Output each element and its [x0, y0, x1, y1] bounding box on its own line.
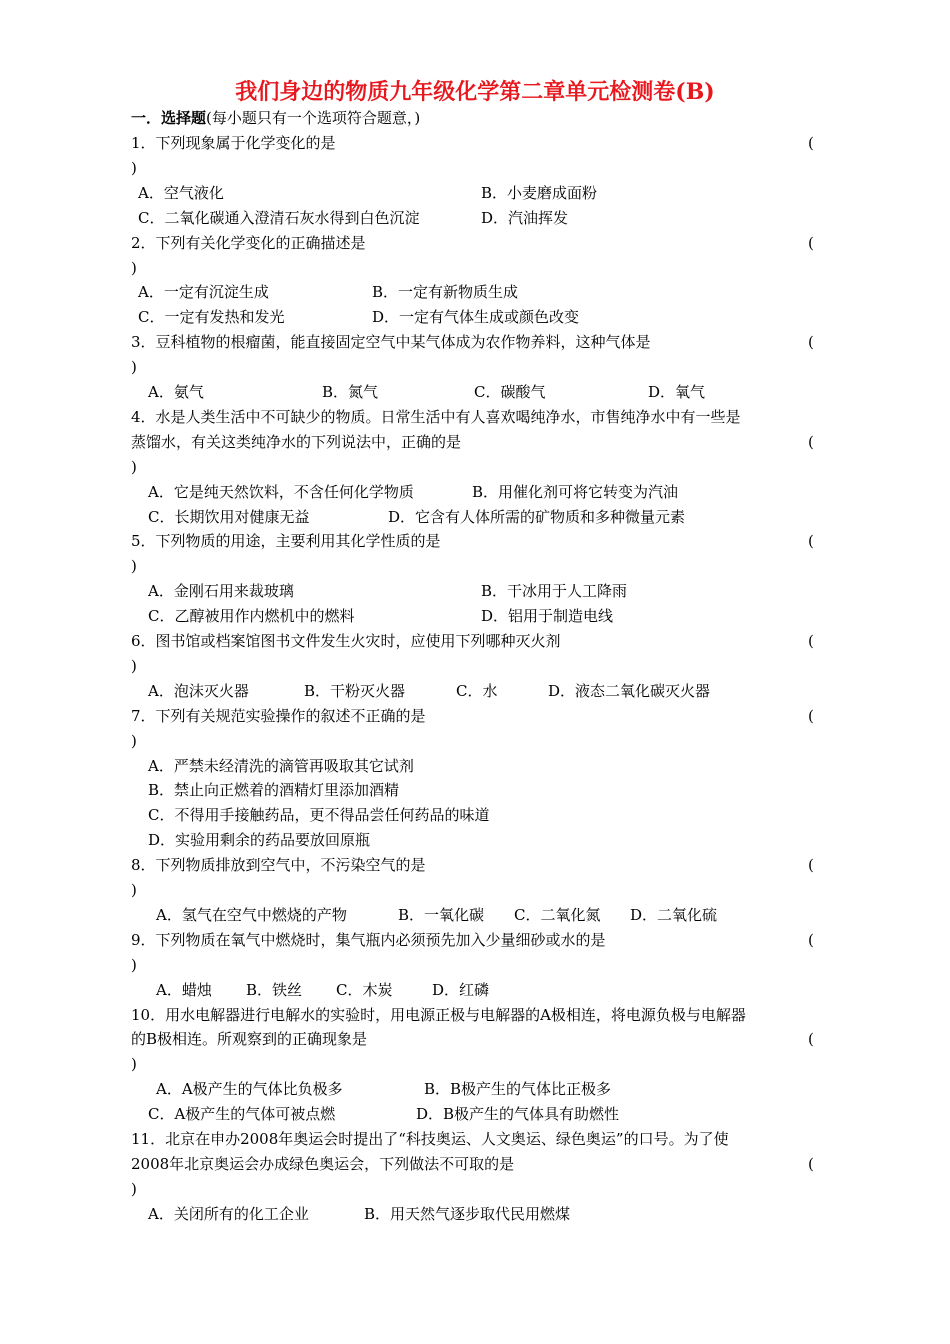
answer-option: B．氮气 [322, 383, 379, 401]
answer-paren-close: ) [131, 258, 137, 277]
question-stem: 11．北京在申办2008年奥运会时提出了“科技奥运、人文奥运、绿色奥运”的口号。为了使 [131, 1130, 729, 1148]
answer-paren-close: ) [131, 881, 137, 899]
answer-option: C．二氧化氮 [514, 905, 601, 924]
answer-option: C．A极产生的气体可被点燃 [148, 1105, 336, 1124]
answer-option: C．二氧化碳通入澄清石灰水得到白色沉淀 [138, 208, 420, 227]
answer-paren-close: ) [131, 731, 137, 750]
answer-option: A．空气液化 [138, 183, 224, 202]
answer-option: B．禁止向正燃着的酒精灯里添加酒精 [148, 781, 400, 800]
answer-option: C．水 [456, 681, 498, 700]
answer-option: B．干粉灭火器 [304, 681, 406, 700]
answer-paren-close: ) [131, 557, 137, 576]
answer-paren-close: ) [131, 358, 137, 377]
answer-paren-open: ( [808, 333, 814, 352]
answer-option: B．B极产生的气体比正极多 [424, 1080, 612, 1099]
answer-paren-close: ) [131, 656, 137, 675]
answer-paren-open: ( [808, 134, 814, 152]
answer-option: C．木炭 [336, 980, 393, 999]
answer-option: C．乙醇被用作内燃机中的燃料 [148, 607, 355, 626]
answer-paren-close: ) [131, 955, 137, 974]
answer-paren-open: ( [808, 1030, 814, 1049]
answer-paren-open: ( [808, 1154, 814, 1173]
answer-paren-close: ) [131, 1055, 137, 1074]
answer-option: A．它是纯天然饮料，不含任何化学物质 [148, 482, 414, 501]
answer-option: A．A极产生的气体比负极多 [156, 1080, 343, 1099]
question-stem: 2．下列有关化学变化的正确描述是 [131, 233, 366, 252]
section-heading: 一．选择题 [131, 109, 207, 127]
question-stem: 2008年北京奥运会办成绿色奥运会，下列做法不可取的是 [131, 1154, 515, 1173]
answer-option: D．B极产生的气体具有助燃性 [416, 1105, 620, 1124]
question-stem: 10．用水电解器进行电解水的实验时，用电源正极与电解器的A极相连，将电源负极与电解器 [131, 1005, 746, 1024]
answer-paren-open: ( [808, 706, 814, 725]
answer-option: B．小麦磨成面粉 [481, 183, 598, 202]
answer-option: A．蜡烛 [156, 980, 212, 999]
answer-paren-open: ( [808, 856, 814, 875]
answer-paren-open: ( [808, 930, 814, 949]
answer-option: D．汽油挥发 [481, 208, 569, 227]
question-stem: 7．下列有关规范实验操作的叙述不正确的是 [131, 706, 426, 725]
answer-option: D．氧气 [648, 383, 706, 401]
page-title: 我们身边的物质九年级化学第二章单元检测卷(B) [235, 79, 715, 105]
answer-option: D．一定有气体生成或颜色改变 [372, 308, 580, 327]
answer-option: D．二氧化硫 [630, 905, 718, 924]
answer-paren-close: ) [131, 457, 137, 476]
answer-option: B．用天然气逐步取代民用燃煤 [364, 1204, 571, 1223]
question-stem: 的B极相连。所观察到的正确现象是 [131, 1030, 368, 1049]
question-stem: 蒸馏水，有关这类纯净水的下列说法中，正确的是 [131, 432, 462, 451]
answer-option: B．用催化剂可将它转变为汽油 [472, 482, 679, 501]
answer-paren-open: ( [808, 632, 814, 650]
question-stem: 8．下列物质排放到空气中，不污染空气的是 [131, 856, 426, 875]
answer-option: C．碳酸气 [474, 383, 546, 401]
answer-option: C．长期饮用对健康无益 [148, 507, 310, 526]
answer-option: B．铁丝 [246, 980, 303, 999]
question-stem: 6．图书馆或档案馆图书文件发生火灾时，应使用下列哪种灭火剂 [131, 632, 561, 650]
section-heading-line [131, 108, 420, 128]
answer-option: A．氨气 [148, 383, 204, 401]
question-stem: 9．下列物质在氧气中燃烧时，集气瓶内必须预先加入少量细砂或水的是 [131, 930, 606, 949]
answer-paren-open: ( [808, 532, 814, 551]
answer-option: B．一氧化碳 [398, 905, 485, 924]
question-stem: 5．下列物质的用途，主要利用其化学性质的是 [131, 532, 441, 551]
answer-option: D．实验用剩余的药品要放回原瓶 [148, 831, 371, 850]
answer-paren-close: ) [131, 158, 137, 177]
answer-option: A．金刚石用来裁玻璃 [148, 582, 294, 601]
answer-paren-close: ) [131, 1179, 137, 1198]
answer-option: B．干冰用于人工降雨 [481, 582, 628, 601]
answer-option: D．它含有人体所需的矿物质和多种微量元素 [388, 507, 686, 526]
answer-option: C．一定有发热和发光 [138, 308, 285, 327]
question-stem: 1．下列现象属于化学变化的是 [131, 134, 336, 152]
answer-option: D．铝用于制造电线 [481, 607, 614, 626]
answer-option: D．液态二氧化碳灭火器 [548, 681, 711, 700]
question-stem: 4．水是人类生活中不可缺少的物质。日常生活中有人喜欢喝纯净水，市售纯净水中有一些是 [131, 407, 741, 426]
question-stem: 3．豆科植物的根瘤菌，能直接固定空气中某气体成为农作物养料，这种气体是 [131, 333, 651, 352]
answer-option: A．严禁未经清洗的滴管再吸取其它试剂 [148, 756, 414, 775]
answer-option: A．一定有沉淀生成 [138, 283, 269, 302]
section-note: (每小题只有一个选项符合题意，) [206, 109, 421, 127]
answer-option: C．不得用手接触药品，更不得品尝任何药品的味道 [148, 806, 490, 825]
answer-option: B．一定有新物质生成 [372, 283, 519, 302]
answer-option: D．红磷 [432, 980, 490, 999]
answer-paren-open: ( [808, 432, 814, 451]
answer-option: A．关闭所有的化工企业 [148, 1204, 309, 1223]
answer-paren-open: ( [808, 233, 814, 252]
answer-option: A．氢气在空气中燃烧的产物 [156, 905, 347, 924]
answer-option: A．泡沫灭火器 [148, 681, 249, 700]
